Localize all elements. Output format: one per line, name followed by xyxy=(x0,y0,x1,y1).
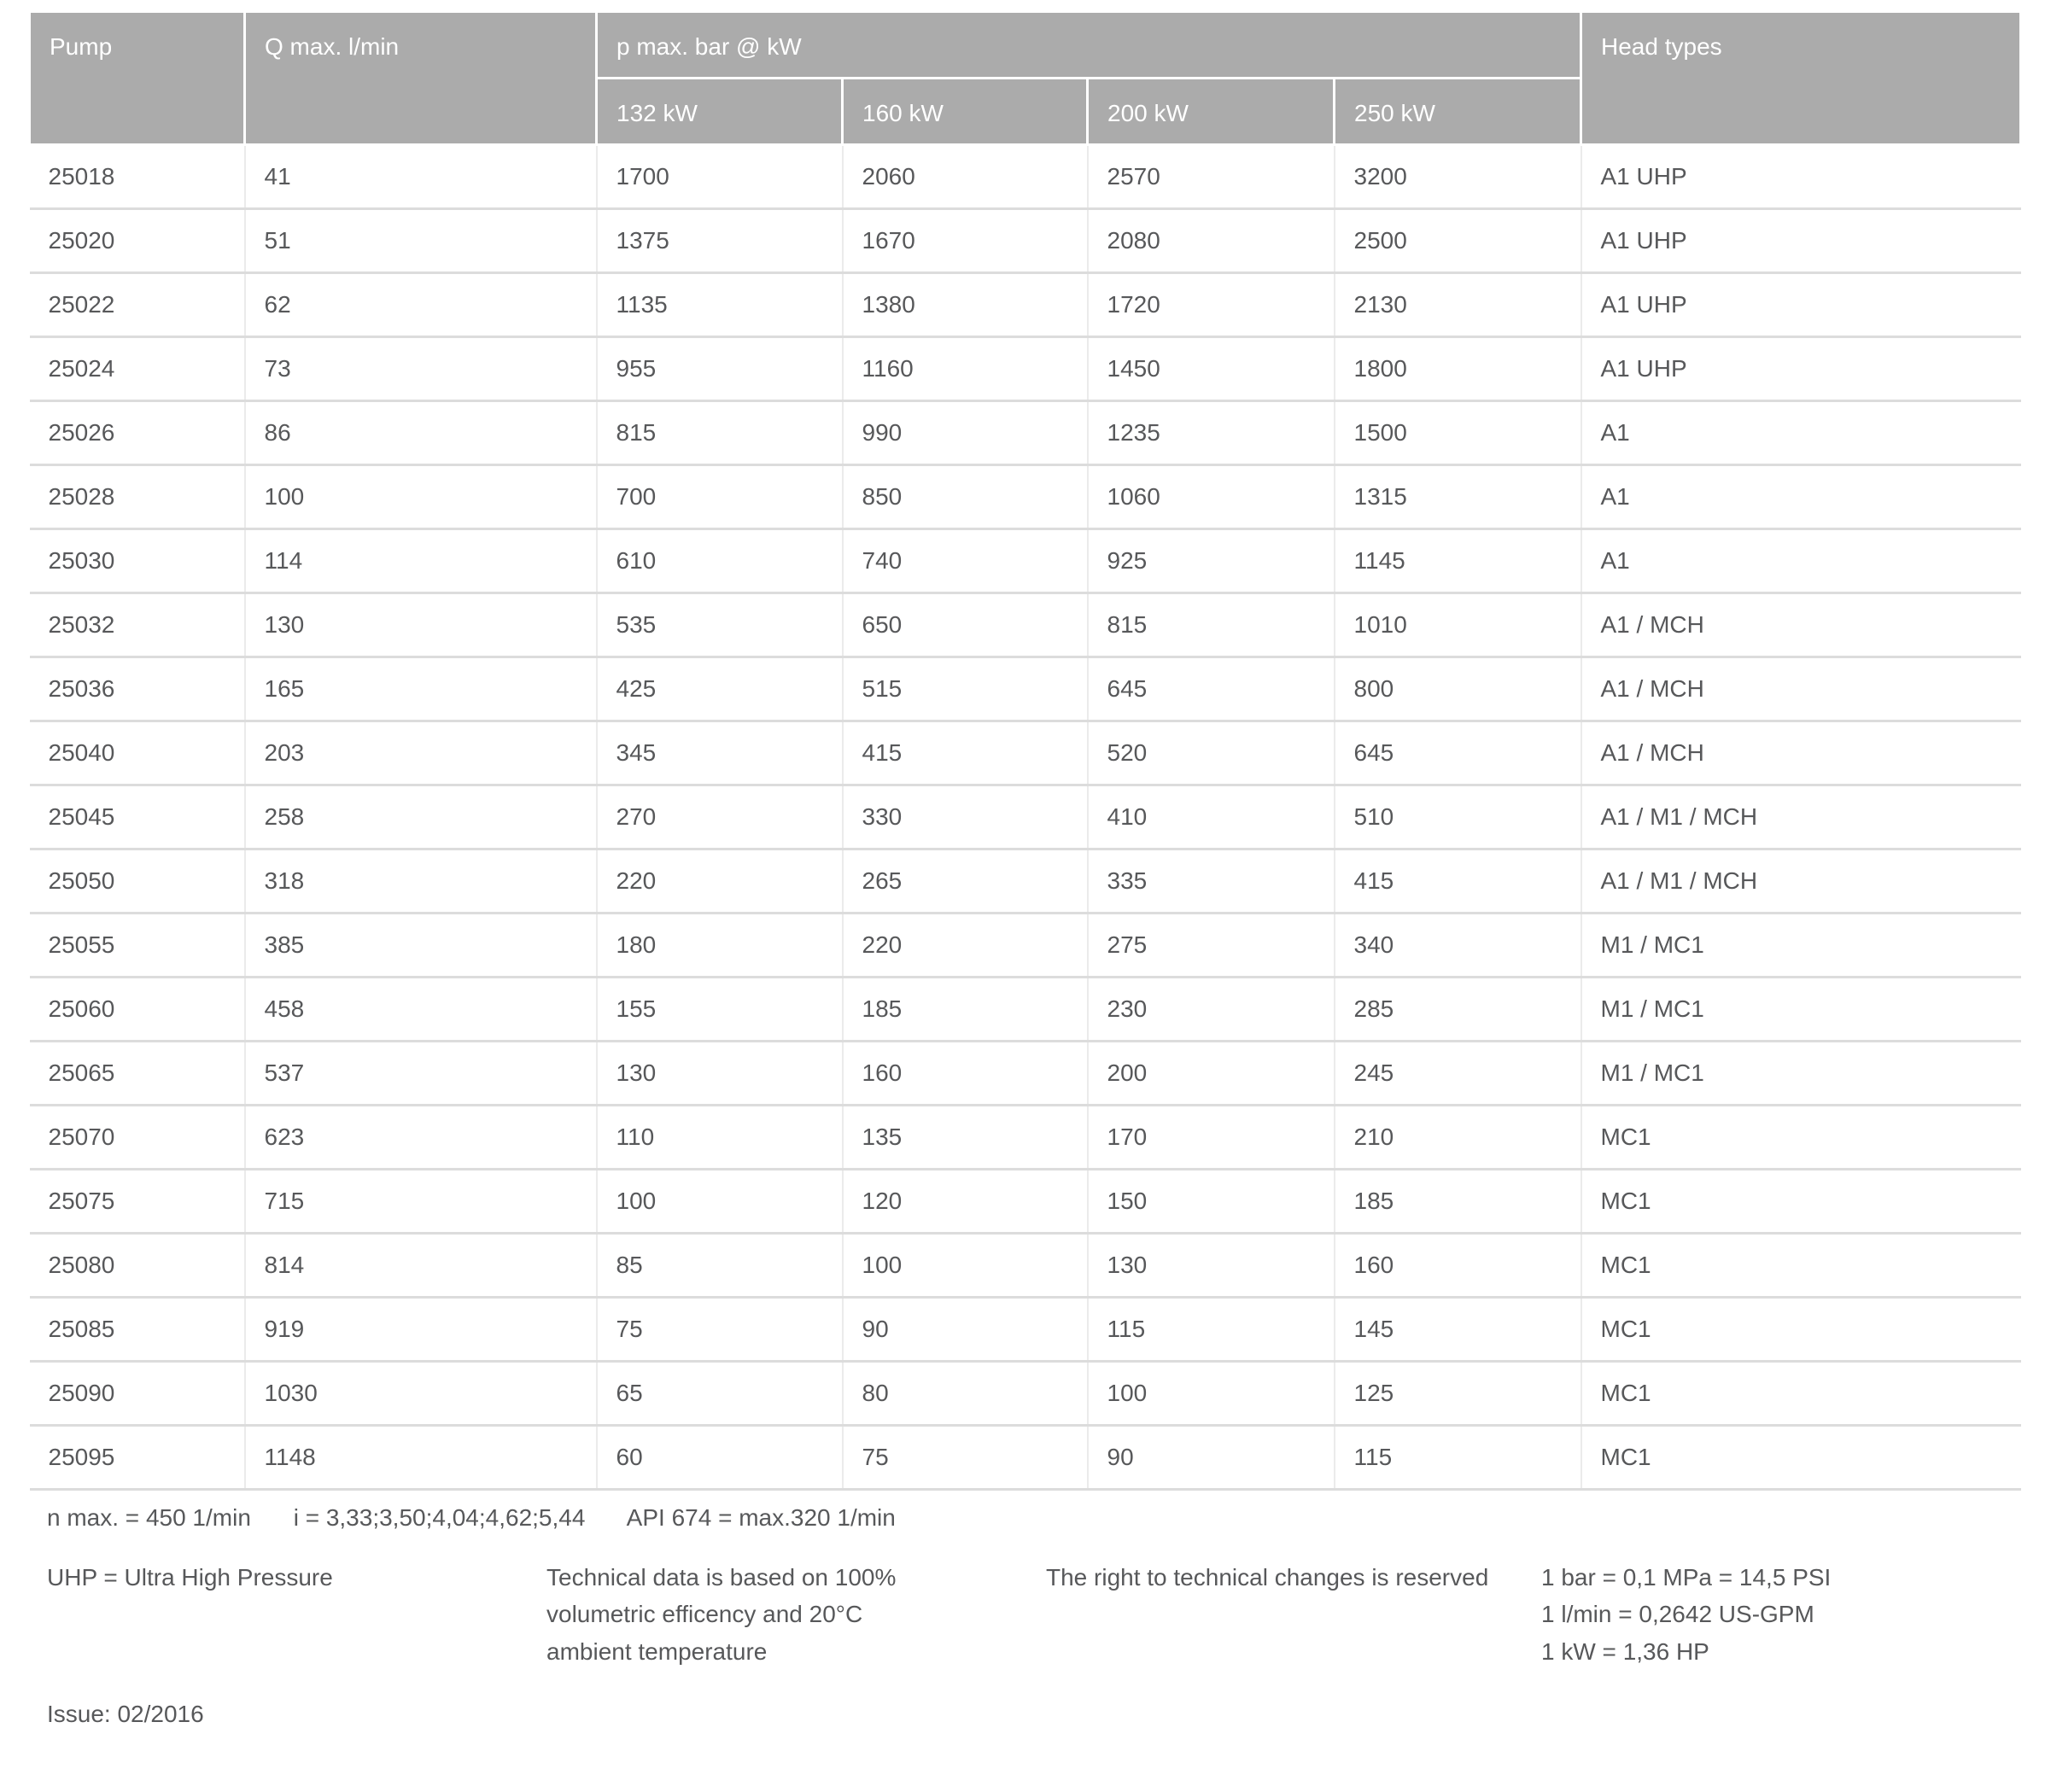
head-types-cell: MC1 xyxy=(1581,1298,2021,1362)
pump-id-cell: 25085 xyxy=(30,1298,245,1362)
table-row xyxy=(30,273,2021,337)
conversion-bar: 1 bar = 0,1 MPa = 14,5 PSI xyxy=(1541,1564,1832,1591)
table-body xyxy=(30,145,2021,1490)
head-types-cell: MC1 xyxy=(1581,1426,2021,1490)
p-max-160kw-cell: 80 xyxy=(843,1362,1088,1426)
p-max-250kw-cell: 800 xyxy=(1335,657,1581,721)
head-types-cell: M1 / MC1 xyxy=(1581,914,2021,978)
p-max-200kw-cell: 230 xyxy=(1088,978,1335,1042)
p-max-250kw-cell: 2500 xyxy=(1335,209,1581,273)
head-types-cell: MC1 xyxy=(1581,1234,2021,1298)
table-row xyxy=(30,721,2021,785)
p-max-200kw-cell: 520 xyxy=(1088,721,1335,785)
head-types-cell: A1 UHP xyxy=(1581,337,2021,401)
p-max-250kw-cell: 185 xyxy=(1335,1170,1581,1234)
note-technical-text: Technical data is based on 100% volumetric efficency and 20°C ambient temperature xyxy=(546,1564,897,1665)
pump-id-cell: 25028 xyxy=(30,465,245,529)
p-max-160kw-cell: 220 xyxy=(843,914,1088,978)
p-max-200kw-cell: 1720 xyxy=(1088,273,1335,337)
p-max-160kw-cell: 740 xyxy=(843,529,1088,593)
head-types-cell: MC1 xyxy=(1581,1106,2021,1170)
p-max-200kw-cell: 170 xyxy=(1088,1106,1335,1170)
p-max-200kw-cell: 410 xyxy=(1088,785,1335,849)
p-max-132kw-cell: 85 xyxy=(597,1234,843,1298)
col-header-p-max-group: p max. bar @ kW xyxy=(597,12,1581,79)
p-max-250kw-cell: 1315 xyxy=(1335,465,1581,529)
p-max-160kw-cell: 415 xyxy=(843,721,1088,785)
note-api: API 674 = max.320 1/min xyxy=(626,1504,896,1531)
table-row xyxy=(30,337,2021,401)
p-max-250kw-cell: 1800 xyxy=(1335,337,1581,401)
p-max-160kw-cell: 515 xyxy=(843,657,1088,721)
p-max-200kw-cell: 100 xyxy=(1088,1362,1335,1426)
pump-id-cell: 25018 xyxy=(30,145,245,209)
head-types-cell: A1 / M1 / MCH xyxy=(1581,785,2021,849)
q-max-cell: 165 xyxy=(245,657,597,721)
p-max-160kw-cell: 265 xyxy=(843,849,1088,914)
p-max-160kw-cell: 330 xyxy=(843,785,1088,849)
table-row xyxy=(30,145,2021,209)
p-max-132kw-cell: 100 xyxy=(597,1170,843,1234)
col-header-200kw: 200 kW xyxy=(1088,79,1335,145)
p-max-132kw-cell: 75 xyxy=(597,1298,843,1362)
p-max-160kw-cell: 75 xyxy=(843,1426,1088,1490)
pump-id-cell: 25036 xyxy=(30,657,245,721)
col-header-head-types: Head types xyxy=(1581,12,2021,145)
head-types-cell: A1 / MCH xyxy=(1581,721,2021,785)
conversion-kw: 1 kW = 1,36 HP xyxy=(1541,1637,1709,1665)
p-max-160kw-cell: 1670 xyxy=(843,209,1088,273)
p-max-132kw-cell: 425 xyxy=(597,657,843,721)
col-header-132kw: 132 kW xyxy=(597,79,843,145)
conversion-lmin: 1 l/min = 0,2642 US-GPM xyxy=(1541,1601,1814,1628)
pump-id-cell: 25075 xyxy=(30,1170,245,1234)
table-row xyxy=(30,1362,2021,1426)
table-row xyxy=(30,978,2021,1042)
q-max-cell: 41 xyxy=(245,145,597,209)
p-max-132kw-cell: 1700 xyxy=(597,145,843,209)
pump-id-cell: 25020 xyxy=(30,209,245,273)
p-max-132kw-cell: 155 xyxy=(597,978,843,1042)
col-header-q-max: Q max. l/min xyxy=(245,12,597,145)
p-max-132kw-cell: 955 xyxy=(597,337,843,401)
table-row xyxy=(30,1106,2021,1170)
col-header-250kw: 250 kW xyxy=(1335,79,1581,145)
note-n-max: n max. = 450 1/min xyxy=(47,1504,251,1531)
q-max-cell: 130 xyxy=(245,593,597,657)
p-max-132kw-cell: 815 xyxy=(597,401,843,465)
p-max-250kw-cell: 285 xyxy=(1335,978,1581,1042)
pump-id-cell: 25090 xyxy=(30,1362,245,1426)
p-max-132kw-cell: 180 xyxy=(597,914,843,978)
head-types-cell: A1 xyxy=(1581,529,2021,593)
p-max-200kw-cell: 815 xyxy=(1088,593,1335,657)
note-i-ratios: i = 3,33;3,50;4,04;4,62;5,44 xyxy=(293,1504,586,1531)
p-max-250kw-cell: 145 xyxy=(1335,1298,1581,1362)
note-conversions xyxy=(1541,1559,2019,1670)
p-max-200kw-cell: 200 xyxy=(1088,1042,1335,1106)
table-row xyxy=(30,849,2021,914)
head-types-cell: A1 / MCH xyxy=(1581,593,2021,657)
table-header xyxy=(30,12,2021,145)
pump-id-cell: 25080 xyxy=(30,1234,245,1298)
p-max-250kw-cell: 2130 xyxy=(1335,273,1581,337)
p-max-160kw-cell: 1380 xyxy=(843,273,1088,337)
table-row xyxy=(30,529,2021,593)
pump-id-cell: 25050 xyxy=(30,849,245,914)
pump-id-cell: 25070 xyxy=(30,1106,245,1170)
p-max-160kw-cell: 650 xyxy=(843,593,1088,657)
pump-id-cell: 25032 xyxy=(30,593,245,657)
table-row xyxy=(30,465,2021,529)
p-max-160kw-cell: 990 xyxy=(843,401,1088,465)
p-max-200kw-cell: 2570 xyxy=(1088,145,1335,209)
p-max-132kw-cell: 60 xyxy=(597,1426,843,1490)
p-max-132kw-cell: 345 xyxy=(597,721,843,785)
pump-id-cell: 25040 xyxy=(30,721,245,785)
table-row xyxy=(30,785,2021,849)
pump-id-cell: 25055 xyxy=(30,914,245,978)
p-max-250kw-cell: 1145 xyxy=(1335,529,1581,593)
p-max-160kw-cell: 90 xyxy=(843,1298,1088,1362)
p-max-250kw-cell: 510 xyxy=(1335,785,1581,849)
table-row xyxy=(30,1042,2021,1106)
p-max-250kw-cell: 1010 xyxy=(1335,593,1581,657)
p-max-250kw-cell: 245 xyxy=(1335,1042,1581,1106)
q-max-cell: 537 xyxy=(245,1042,597,1106)
p-max-200kw-cell: 1235 xyxy=(1088,401,1335,465)
p-max-250kw-cell: 340 xyxy=(1335,914,1581,978)
table-row xyxy=(30,914,2021,978)
q-max-cell: 258 xyxy=(245,785,597,849)
p-max-200kw-cell: 1450 xyxy=(1088,337,1335,401)
table-row xyxy=(30,1426,2021,1490)
pump-id-cell: 25022 xyxy=(30,273,245,337)
table-row xyxy=(30,1170,2021,1234)
p-max-200kw-cell: 115 xyxy=(1088,1298,1335,1362)
pump-id-cell: 25065 xyxy=(30,1042,245,1106)
head-types-cell: A1 UHP xyxy=(1581,145,2021,209)
note-rights: The right to technical changes is reserved xyxy=(1046,1564,1489,1591)
footnote-line xyxy=(47,1504,2019,1532)
p-max-160kw-cell: 160 xyxy=(843,1042,1088,1106)
p-max-250kw-cell: 3200 xyxy=(1335,145,1581,209)
p-max-160kw-cell: 2060 xyxy=(843,145,1088,209)
p-max-132kw-cell: 220 xyxy=(597,849,843,914)
q-max-cell: 114 xyxy=(245,529,597,593)
p-max-160kw-cell: 120 xyxy=(843,1170,1088,1234)
q-max-cell: 318 xyxy=(245,849,597,914)
p-max-250kw-cell: 415 xyxy=(1335,849,1581,914)
q-max-cell: 458 xyxy=(245,978,597,1042)
p-max-250kw-cell: 210 xyxy=(1335,1106,1581,1170)
head-types-cell: A1 UHP xyxy=(1581,209,2021,273)
p-max-132kw-cell: 65 xyxy=(597,1362,843,1426)
head-types-cell: A1 xyxy=(1581,465,2021,529)
p-max-200kw-cell: 90 xyxy=(1088,1426,1335,1490)
p-max-200kw-cell: 275 xyxy=(1088,914,1335,978)
q-max-cell: 100 xyxy=(245,465,597,529)
note-uhp: UHP = Ultra High Pressure xyxy=(47,1564,333,1591)
q-max-cell: 86 xyxy=(245,401,597,465)
p-max-132kw-cell: 700 xyxy=(597,465,843,529)
col-header-160kw: 160 kW xyxy=(843,79,1088,145)
p-max-160kw-cell: 100 xyxy=(843,1234,1088,1298)
pump-id-cell: 25060 xyxy=(30,978,245,1042)
p-max-132kw-cell: 535 xyxy=(597,593,843,657)
p-max-250kw-cell: 160 xyxy=(1335,1234,1581,1298)
pump-id-cell: 25030 xyxy=(30,529,245,593)
p-max-132kw-cell: 1375 xyxy=(597,209,843,273)
col-header-pump: Pump xyxy=(30,12,245,145)
q-max-cell: 203 xyxy=(245,721,597,785)
table-row xyxy=(30,657,2021,721)
head-types-cell: MC1 xyxy=(1581,1170,2021,1234)
note-technical xyxy=(546,1559,1046,1670)
p-max-132kw-cell: 1135 xyxy=(597,273,843,337)
head-types-cell: A1 UHP xyxy=(1581,273,2021,337)
footer-notes xyxy=(28,1559,2019,1670)
p-max-250kw-cell: 645 xyxy=(1335,721,1581,785)
p-max-160kw-cell: 185 xyxy=(843,978,1088,1042)
p-max-200kw-cell: 925 xyxy=(1088,529,1335,593)
table-row xyxy=(30,1234,2021,1298)
q-max-cell: 1148 xyxy=(245,1426,597,1490)
head-types-cell: A1 / MCH xyxy=(1581,657,2021,721)
p-max-200kw-cell: 2080 xyxy=(1088,209,1335,273)
p-max-132kw-cell: 270 xyxy=(597,785,843,849)
issue-label: Issue: 02/2016 xyxy=(47,1701,204,1728)
head-types-cell: A1 xyxy=(1581,401,2021,465)
q-max-cell: 715 xyxy=(245,1170,597,1234)
head-types-cell: M1 / MC1 xyxy=(1581,1042,2021,1106)
pump-id-cell: 25045 xyxy=(30,785,245,849)
pump-spec-table xyxy=(28,10,2022,1491)
header-row-main xyxy=(30,12,2021,79)
q-max-cell: 73 xyxy=(245,337,597,401)
p-max-200kw-cell: 1060 xyxy=(1088,465,1335,529)
p-max-250kw-cell: 125 xyxy=(1335,1362,1581,1426)
q-max-cell: 919 xyxy=(245,1298,597,1362)
p-max-200kw-cell: 150 xyxy=(1088,1170,1335,1234)
head-types-cell: A1 / M1 / MCH xyxy=(1581,849,2021,914)
pump-id-cell: 25024 xyxy=(30,337,245,401)
table-row xyxy=(30,1298,2021,1362)
p-max-132kw-cell: 110 xyxy=(597,1106,843,1170)
q-max-cell: 62 xyxy=(245,273,597,337)
q-max-cell: 623 xyxy=(245,1106,597,1170)
p-max-250kw-cell: 1500 xyxy=(1335,401,1581,465)
q-max-cell: 385 xyxy=(245,914,597,978)
pump-id-cell: 25095 xyxy=(30,1426,245,1490)
p-max-132kw-cell: 610 xyxy=(597,529,843,593)
p-max-160kw-cell: 1160 xyxy=(843,337,1088,401)
p-max-250kw-cell: 115 xyxy=(1335,1426,1581,1490)
p-max-132kw-cell: 130 xyxy=(597,1042,843,1106)
p-max-160kw-cell: 850 xyxy=(843,465,1088,529)
q-max-cell: 1030 xyxy=(245,1362,597,1426)
p-max-200kw-cell: 335 xyxy=(1088,849,1335,914)
p-max-160kw-cell: 135 xyxy=(843,1106,1088,1170)
table-row xyxy=(30,209,2021,273)
head-types-cell: M1 / MC1 xyxy=(1581,978,2021,1042)
p-max-200kw-cell: 130 xyxy=(1088,1234,1335,1298)
table-row xyxy=(30,401,2021,465)
pump-id-cell: 25026 xyxy=(30,401,245,465)
table-row xyxy=(30,593,2021,657)
head-types-cell: MC1 xyxy=(1581,1362,2021,1426)
p-max-200kw-cell: 645 xyxy=(1088,657,1335,721)
q-max-cell: 51 xyxy=(245,209,597,273)
q-max-cell: 814 xyxy=(245,1234,597,1298)
